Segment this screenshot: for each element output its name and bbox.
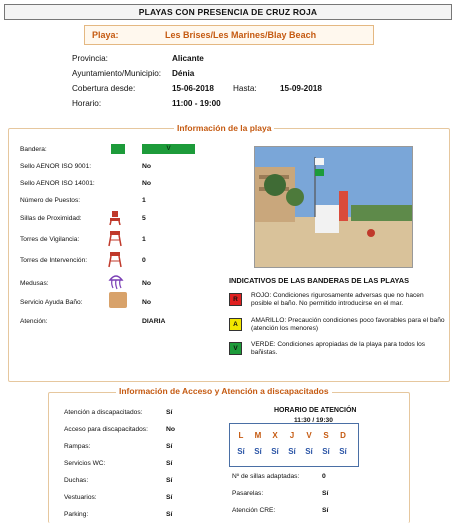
day-value: Sí	[305, 447, 313, 456]
sillas-adaptadas-value: 0	[322, 473, 326, 480]
day-label: X	[272, 431, 278, 440]
day-label: J	[289, 431, 295, 440]
iso9001-value: No	[142, 163, 152, 170]
municipio-label: Ayuntamiento/Municipio:	[72, 69, 162, 78]
legend-green-flag: V	[229, 342, 242, 355]
jellyfish-icon	[108, 272, 124, 290]
flags-legend-title: INDICATIVOS DE LAS BANDERAS DE LAS PLAYAS	[229, 276, 409, 285]
playa-name: Les Brises/Les Marines/Blay Beach	[165, 30, 317, 40]
access-row-value: Sí	[166, 494, 173, 501]
playa-label: Playa:	[92, 30, 119, 40]
legend-yellow-text: AMARILLO: Precaución condiciones poco favorables para el baño (atención los menores)	[251, 317, 445, 332]
access-row-label: Acceso para discapacitados:	[64, 426, 148, 433]
access-row-label: Rampas:	[64, 443, 91, 450]
day-label: D	[340, 431, 346, 440]
torres-vigilancia-value: 1	[142, 236, 146, 243]
puestos-label: Número de Puestos:	[20, 197, 81, 204]
schedule-box	[229, 423, 359, 467]
access-row-value: Sí	[166, 409, 173, 416]
iso14001-value: No	[142, 180, 152, 187]
iso9001-label: Sello AENOR ISO 9001:	[20, 163, 92, 170]
atencion-label: Atención:	[20, 318, 48, 325]
access-row-value: Sí	[166, 477, 173, 484]
cobertura-label: Cobertura desde:	[72, 84, 136, 93]
pasarelas-value: Sí	[322, 490, 329, 497]
ayuda-bano-value: No	[142, 299, 152, 306]
day-label: S	[323, 431, 329, 440]
medusas-label: Medusas:	[20, 280, 49, 287]
day-value: Sí	[271, 447, 279, 456]
pasarelas-label: Pasarelas:	[232, 490, 264, 497]
horario-label: Horario:	[72, 99, 102, 108]
torres-intervencion-value: 0	[142, 257, 146, 264]
day-label: M	[254, 431, 262, 440]
schedule-values	[234, 447, 350, 456]
day-label: L	[238, 431, 244, 440]
access-row-label: Parking:	[64, 511, 89, 518]
chair-icon	[108, 210, 122, 226]
medusas-value: No	[142, 280, 152, 287]
horario-value: 11:00 - 19:00	[172, 99, 221, 108]
access-row-value: Sí	[166, 443, 173, 450]
page-title: PLAYAS CON PRESENCIA DE CRUZ ROJA	[4, 4, 452, 20]
provincia-label: Provincia:	[72, 54, 108, 63]
legend-yellow-flag: A	[229, 318, 242, 331]
schedule-hours: 11:30 / 19:30	[294, 417, 333, 424]
beach-photo	[254, 146, 413, 268]
municipio-value: Dénia	[172, 69, 195, 78]
bandera-label: Bandera:	[20, 146, 47, 153]
hasta-label: Hasta:	[233, 84, 257, 93]
day-value: Sí	[322, 447, 330, 456]
day-label: V	[306, 431, 312, 440]
access-row-label: Atención a discapacitados:	[64, 409, 143, 416]
iso14001-label: Sello AENOR ISO 14001:	[20, 180, 95, 187]
legend-green-text: VERDE: Condiciones apropiadas de la playa para todos los bañistas.	[251, 341, 426, 356]
day-value: Sí	[254, 447, 262, 456]
sillas-adaptadas-label: Nº de sillas adaptadas:	[232, 473, 300, 480]
bath-help-icon	[109, 292, 127, 308]
legend-red-flag: R	[229, 293, 242, 306]
atencion-value: DIARIA	[142, 318, 166, 325]
access-row-label: Servicios WC:	[64, 460, 106, 467]
provincia-value: Alicante	[172, 54, 204, 63]
day-value: Sí	[339, 447, 347, 456]
day-value: Sí	[288, 447, 296, 456]
sillas-label: Sillas de Proximidad:	[20, 215, 82, 222]
tower-icon	[108, 251, 122, 268]
access-row-value: Sí	[166, 460, 173, 467]
schedule-title: HORARIO DE ATENCIÓN	[274, 407, 357, 414]
ayuda-bano-label: Servicio Ayuda Baño:	[20, 299, 83, 306]
atencion-cre-value: Sí	[322, 507, 329, 514]
torres-vigilancia-label: Torres de Vigilancia:	[20, 236, 80, 243]
info-section-title: Información de la playa	[174, 123, 274, 133]
bandera-flag-icon	[111, 144, 125, 154]
cobertura-desde: 15-06-2018	[172, 84, 214, 93]
access-row-value: Sí	[166, 511, 173, 518]
bandera-value: V	[142, 144, 195, 154]
cobertura-hasta: 15-09-2018	[280, 84, 322, 93]
access-row-label: Vestuarios:	[64, 494, 97, 501]
tower-icon	[108, 230, 122, 247]
puestos-value: 1	[142, 197, 146, 204]
sillas-value: 5	[142, 215, 146, 222]
access-row-value: No	[166, 426, 176, 433]
legend-red-text: ROJO: Condiciones rigurosamente adversas que no hacen posible el baño. No permitido introducirse en el mar.	[251, 292, 424, 307]
day-value: Sí	[237, 447, 245, 456]
torres-intervencion-label: Torres de Intervención:	[20, 257, 88, 264]
schedule-days	[234, 431, 350, 440]
access-row-label: Duchas:	[64, 477, 89, 484]
atencion-cre-label: Atención CRE:	[232, 507, 276, 514]
access-section-title: Información de Acceso y Atención a discapacitados	[116, 386, 332, 396]
